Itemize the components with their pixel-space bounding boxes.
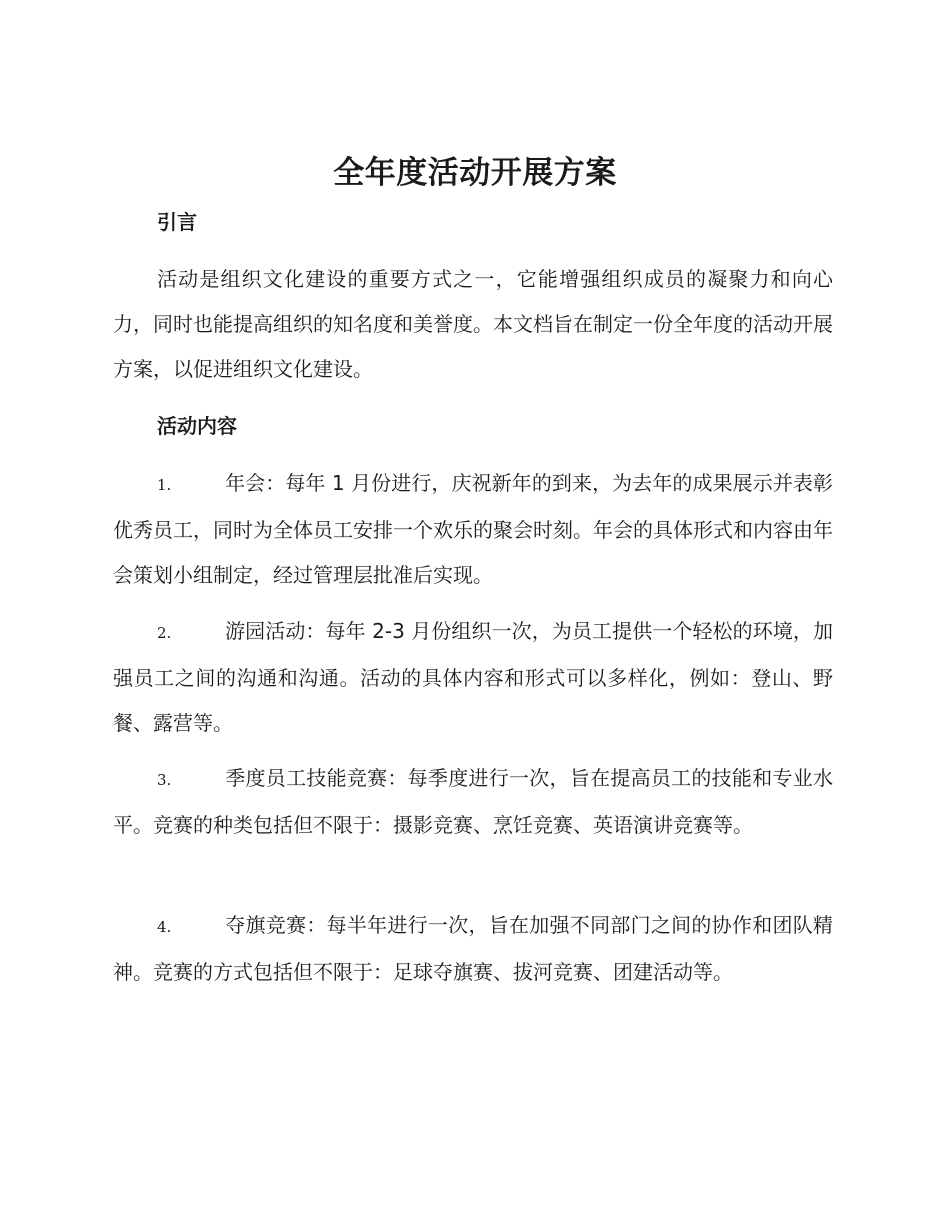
intro-paragraph: 活动是组织文化建设的重要方式之一，它能增强组织成员的凝聚力和向心力，同时也能提高组织的知名度和美誉度。本文档旨在制定一份全年度的活动开展方案，以促进组织文化建设。 — [113, 267, 833, 381]
list-item-number: 4. — [157, 918, 172, 936]
list-item-text: 年会：每年 1 月份进行，庆祝新年的到来，为去年的成果展示并表彰优秀员工，同时为全体员工安排一个欢乐的聚会时刻。年会的具体形式和内容由年会策划小组制定，经过管理层批准后实现。 — [113, 471, 833, 587]
section-heading-intro: 引言 — [157, 210, 197, 234]
list-item-text: 夺旗竞赛：每半年进行一次，旨在加强不同部门之间的协作和团队精神。竞赛的方式包括但不限于：足球夺旗赛、拔河竞赛、团建活动等。 — [113, 913, 833, 984]
section-heading-activities: 活动内容 — [157, 414, 237, 438]
list-item-number: 3. — [157, 771, 172, 789]
list-item — [113, 756, 833, 848]
document-title: 全年度活动开展方案 — [333, 155, 617, 191]
list-item — [113, 903, 833, 995]
list-item-number: 2. — [157, 624, 172, 642]
list-item-text: 游园活动：每年 2-3 月份组织一次，为员工提供一个轻松的环境，加强员工之间的沟通和沟通。活动的具体内容和形式可以多样化，例如：登山、野餐、露营等。 — [113, 619, 833, 735]
list-item-text: 季度员工技能竞赛：每季度进行一次，旨在提高员工的技能和专业水平。竞赛的种类包括但不限于：摄影竞赛、烹饪竞赛、英语演讲竞赛等。 — [113, 766, 833, 837]
list-item — [113, 461, 833, 598]
list-item-number: 1. — [157, 476, 172, 494]
list-item — [113, 609, 833, 746]
